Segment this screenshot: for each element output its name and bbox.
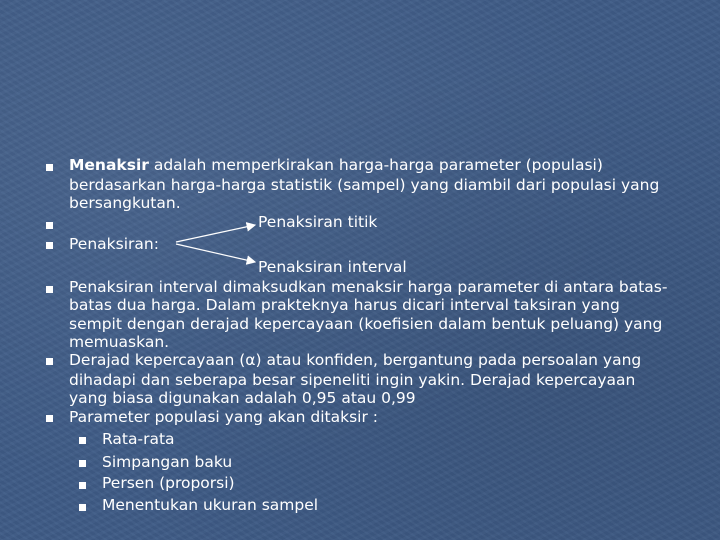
definition-text: adalah memperkirakan harga-harga parameter (populasi) — [148, 156, 603, 174]
arrow-to-interval — [176, 244, 255, 262]
sub-bullet-square-icon — [79, 482, 86, 489]
bullet-square-icon — [46, 286, 53, 293]
branch-bottom-label: Penaksiran interval — [258, 258, 407, 276]
branch-top-label: Penaksiran titik — [258, 213, 378, 231]
sub-item-rata-rata: Rata-rata — [102, 430, 175, 448]
confidence-line-2: dihadapi dan seberapa besar sipeneliti ingin yakin. Derajad kepercayaan — [69, 371, 636, 389]
interval-line-3: sempit dengan derajad kepercayaan (koefisien dalam bentuk peluang) yang — [69, 315, 663, 333]
definition-line-3: bersangkutan. — [69, 194, 181, 212]
sub-item-simpangan-baku: Simpangan baku — [102, 453, 233, 471]
interval-line-1: Penaksiran interval dimaksudkan menaksir harga parameter di antara batas- — [69, 278, 668, 296]
confidence-line-3: yang biasa digunakan adalah 0,95 atau 0,99 — [69, 389, 416, 407]
sub-bullet-square-icon — [79, 460, 86, 467]
bullet-square-icon — [46, 358, 53, 365]
sub-item-ukuran-sampel: Menentukan ukuran sampel — [102, 496, 319, 514]
term-menaksir: Menaksir — [69, 156, 149, 174]
definition-line-2: berdasarkan harga-harga statistik (sampel) yang diambil dari populasi yang — [69, 176, 660, 194]
parameter-heading: Parameter populasi yang akan ditaksir : — [69, 408, 378, 426]
confidence-line-1: Derajad kepercayaan (α) atau konfiden, bergantung pada persoalan yang — [69, 351, 642, 369]
bullet-square-icon — [46, 415, 53, 422]
arrow-to-titik — [176, 225, 255, 242]
interval-line-2: batas dua harga. Dalam prakteknya harus dicari interval taksiran yang — [69, 296, 620, 314]
sub-bullet-square-icon — [79, 504, 86, 511]
sub-item-persen: Persen (proporsi) — [102, 474, 235, 492]
sub-bullet-square-icon — [79, 437, 86, 444]
penaksiran-label: Penaksiran: — [69, 235, 159, 253]
interval-line-4: memuaskan. — [69, 333, 170, 351]
